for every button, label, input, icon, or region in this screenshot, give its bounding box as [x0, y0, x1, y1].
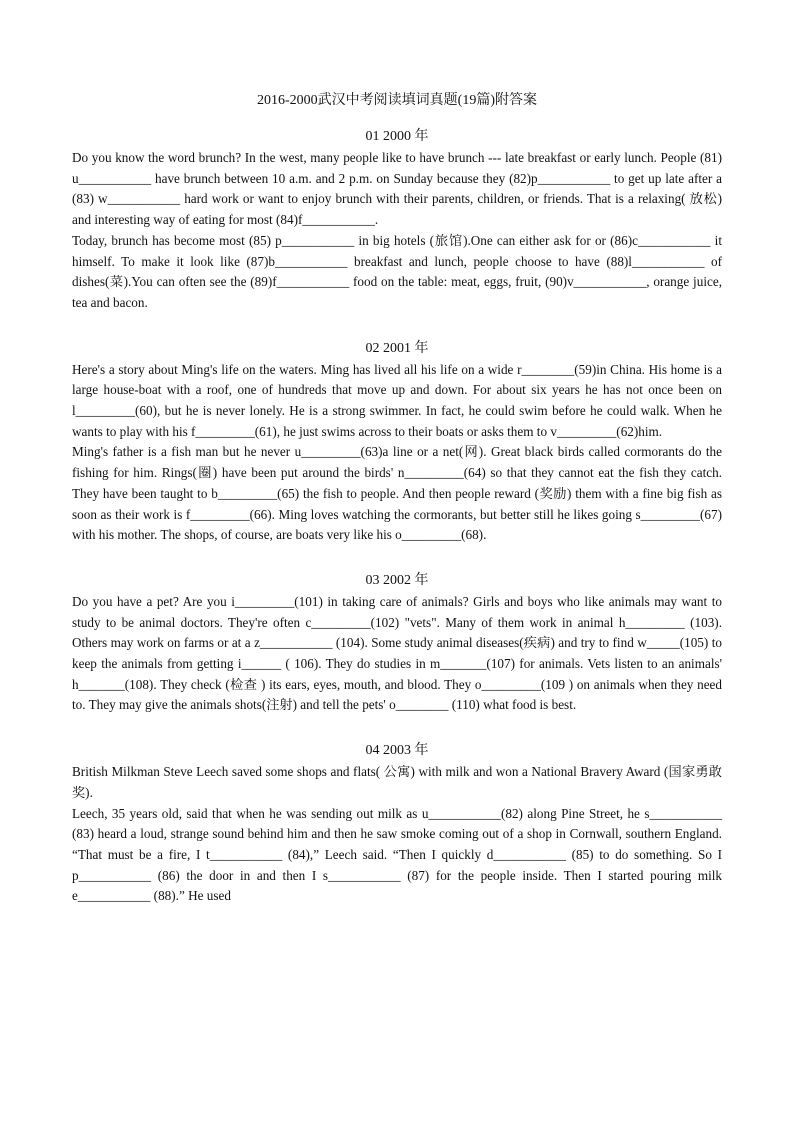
passage-paragraph: Here's a story about Ming's life on the waters. Ming has lived all his life on a wide r________(59)in China. His home is a large house-boat with a roof, one of hundreds that move up and down. For about six years he has not once been on l_________(60), but he is never lonely. He is a strong swimmer. In fact, he could swim before he could walk. When he wants to play with his f_________(61), he just swims across to their boats or asks them to v_________(62)him.	[72, 361, 722, 439]
passage-paragraph: British Milkman Steve Leech saved some shops and flats( 公寓) with milk and won a National Bravery Award (国家勇敢奖).	[72, 764, 722, 800]
section-2001	[72, 340, 722, 546]
section-2000	[72, 128, 722, 314]
section-2002	[72, 572, 722, 716]
passage-paragraph: Ming's father is a fish man but he never u_________(63)a line or a net(网). Great black birds called cormorants do the fishing for him. Rings(圈) have been put around the birds' n_________(64) so that they cannot eat the fish they catch. They have been taught to b_________(65) the fish to people. And then people reward (奖励) them with a fine big fish as soon as their work is f_________(66). Ming loves watching the cormorants, but better still he likes going s_________(67) with his mother. The shops, of course, are boats very like his o_________(68).	[72, 444, 722, 543]
section-title: 02 2001 年	[365, 340, 429, 356]
passage-paragraph: Today, brunch has become most (85) p___________ in big hotels (旅馆).One can either ask for or (86)c___________ it himself. To make it look like (87)b___________ breakfast and lunch, people choose to have (88)l___________ of dishes(菜).You can often see the (89)f___________ food on the table: meat, eggs, fruit, (90)v___________, orange juice, tea and bacon.	[72, 232, 722, 310]
section-2003	[72, 742, 722, 907]
document-page	[72, 92, 722, 907]
passage-paragraph: Do you know the word brunch? In the west, many people like to have brunch --- late breakfast or early lunch. People (81) u___________ have brunch between 10 a.m. and 2 p.m. on Sunday because they (82)p___________ to get up late after a (83) w___________ hard work or want to enjoy brunch with their parents, children, or friends. That is a relaxing( 放松) and interesting way of eating for most (84)f___________.	[72, 150, 722, 228]
section-title: 01 2000 年	[365, 129, 429, 144]
section-title: 04 2003 年	[365, 743, 429, 759]
section-title: 03 2002 年	[365, 572, 429, 588]
passage-paragraph: Leech, 35 years old, said that when he was sending out milk as u___________(82) along Pine Street, he s___________ (83) heard a loud, strange sound behind him and then he saw smoke coming out of a shop in Cornwall, southern England. “That must be a fire, I t___________ (84),” Leech said. “Then I quickly d___________ (85) to do something. So I p___________ (86) the door in and then I s___________ (87) for the people inside. Then I started pouring milk e___________ (88).” He used	[72, 805, 722, 904]
document-title: 2016-2000武汉中考阅读填词真题(19篇)附答案	[257, 93, 537, 108]
passage-paragraph: Do you have a pet? Are you i_________(101) in taking care of animals? Girls and boys who like animals may want to study to be animal doctors. They're often c_________(102) "vets". Many of them work in animal h_________ (103). Others may work on farms or at a z___________ (104). Some study animal diseases(疾病) and try to find w_____(105) to keep the animals from getting i______ ( 106). They do studies in m_______(107) for animals. Vets listen to an animals' h_______(108). They check (检查 ) its ears, eyes, mouth, and blood. They o_________(109 ) on animals when they need to. They may give the animals shots(注射) and tell the pets' o________ (110) what food is best.	[72, 593, 722, 713]
